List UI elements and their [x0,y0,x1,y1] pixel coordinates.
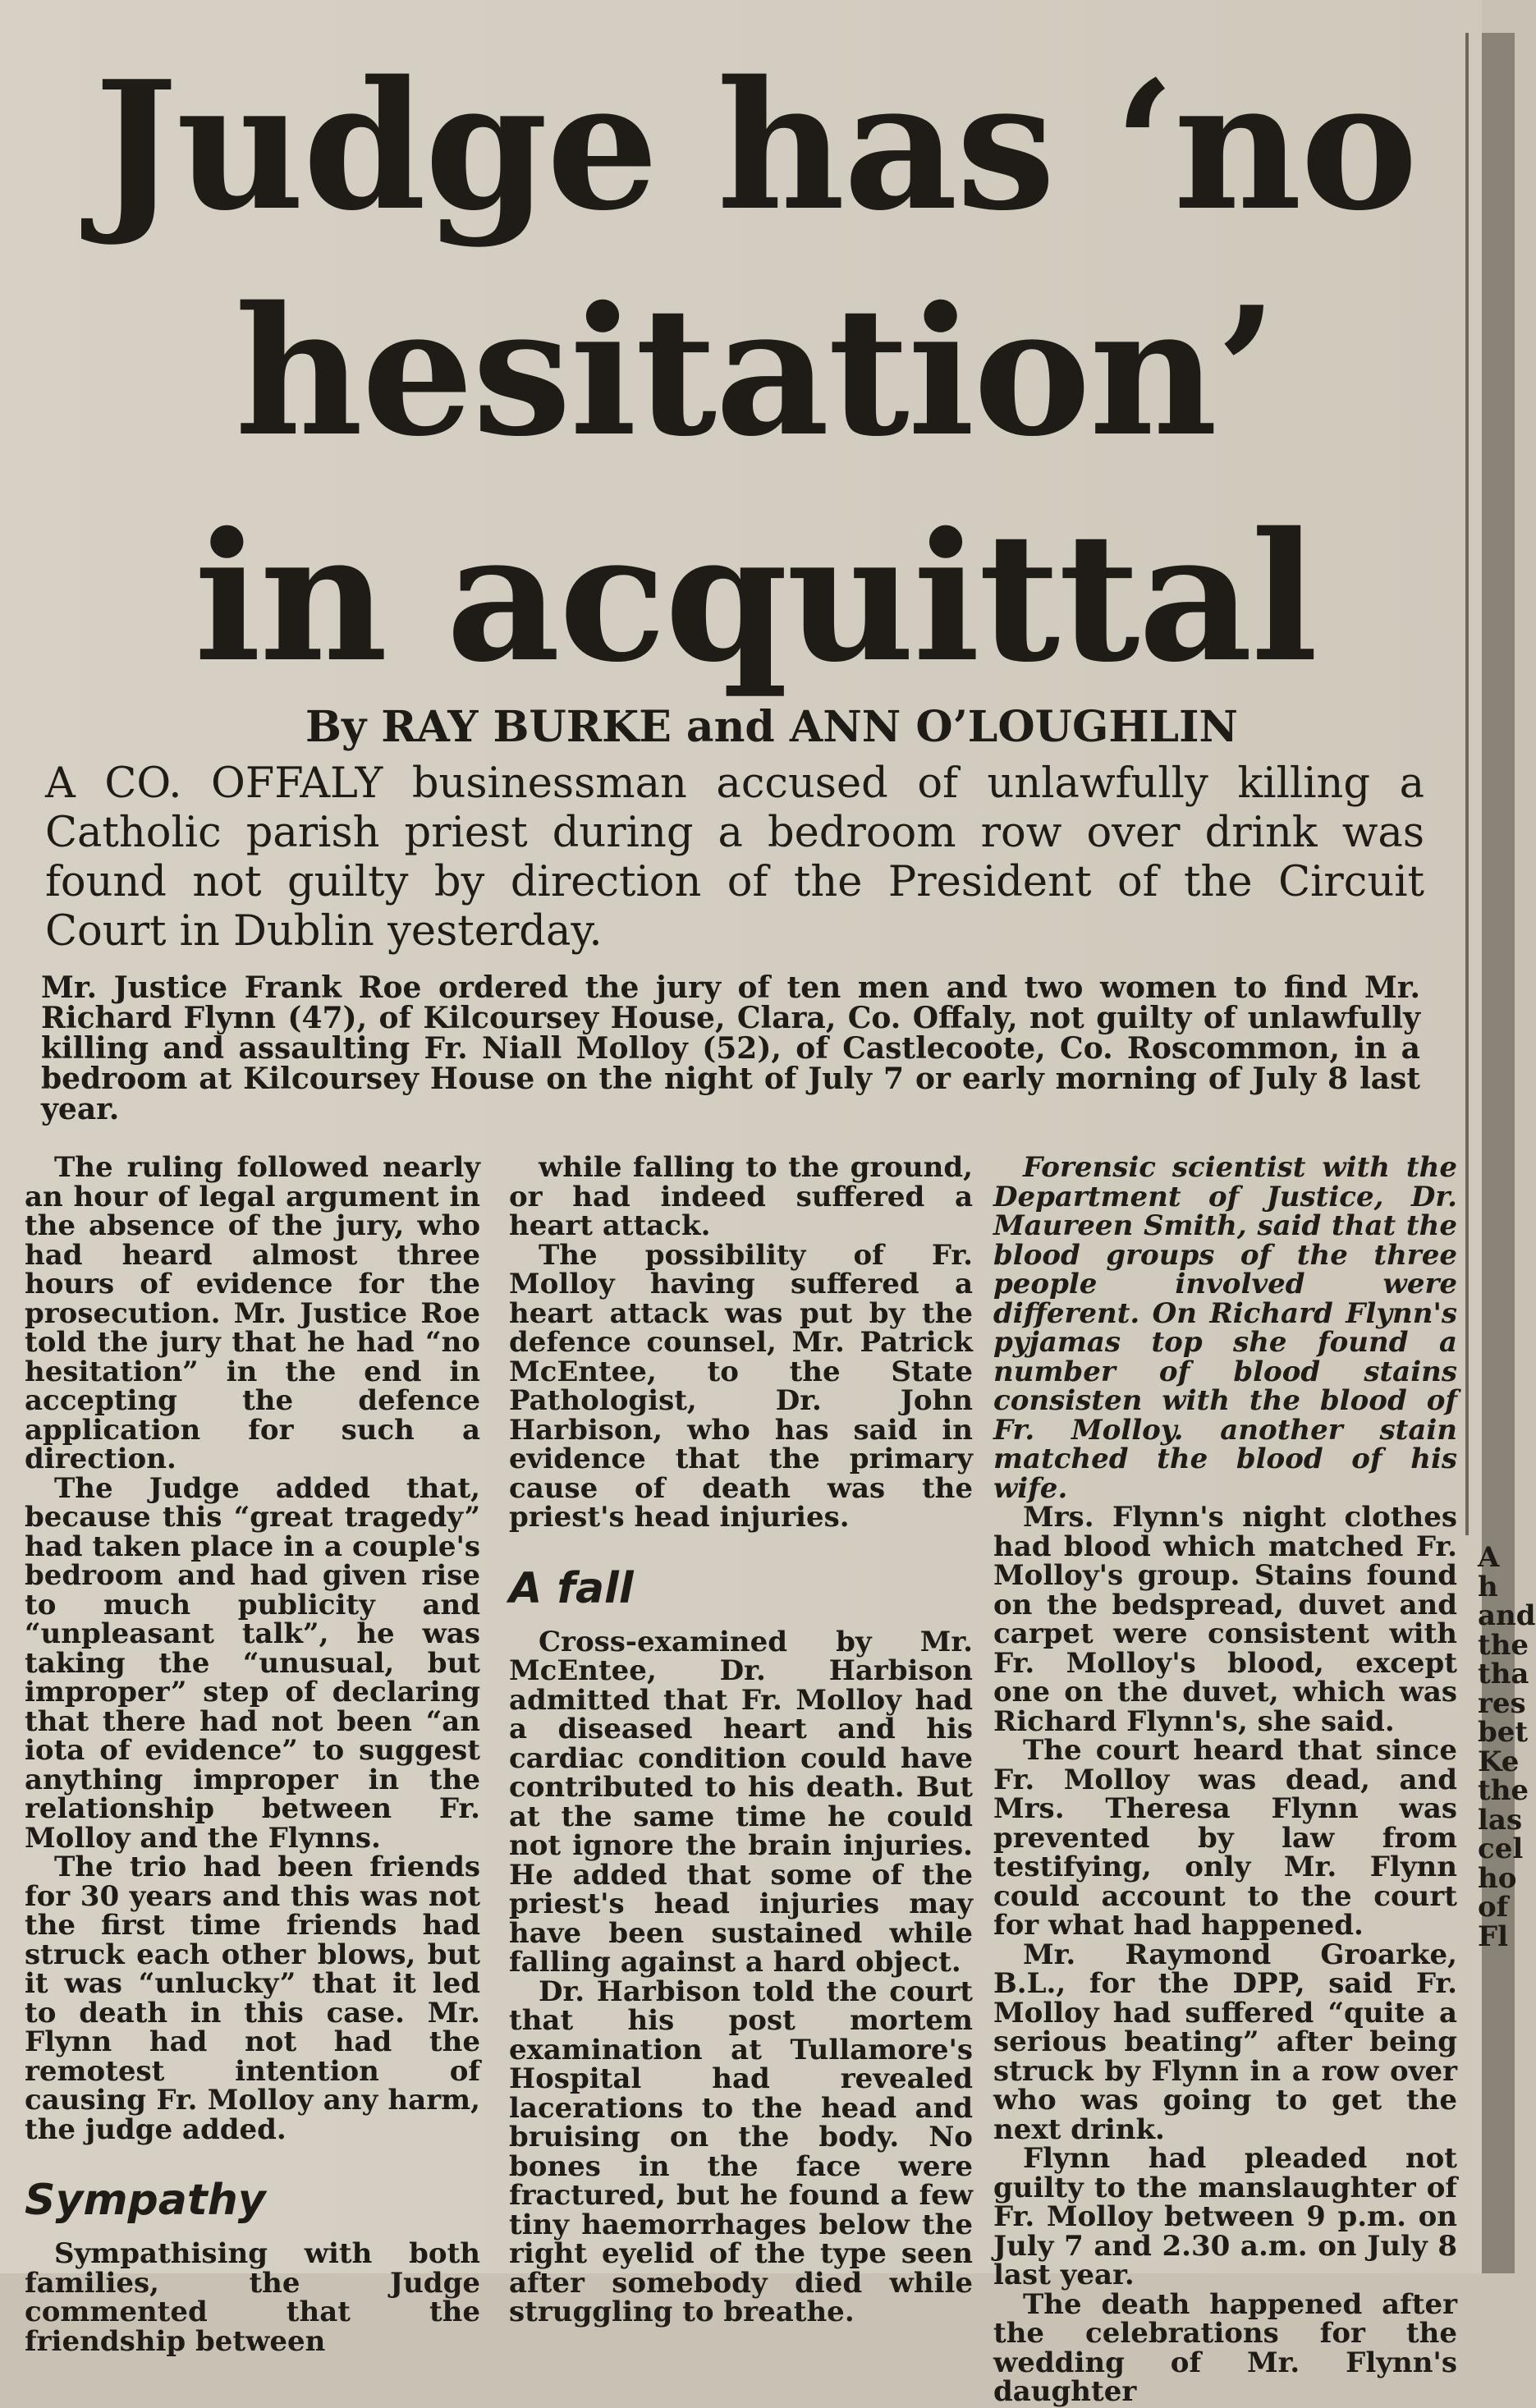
edge-line: las [1478,1803,1523,1837]
edge-line: h [1478,1570,1498,1603]
col3-paragraph-4: Mr. Raymond Groarke, B.L., for the DPP, said Fr. Molloy had suffered “quite a serious beating” after being struck by Flynn in a row over who was going to get the next drink. [993,1938,1457,2146]
col2-paragraph-2: The possibility of Fr. Molloy having suffered a heart attack was put by the defence counsel, Mr. Patrick McEntee, to the State Pathologist, Dr. John Harbison, who has said in evidence that the primary cause of death was the priest's head injuries. [509,1238,973,1534]
edge-line: ho [1478,1861,1517,1895]
headline [49,33,1461,710]
headline-line-2: hesitation’ [235,268,1276,475]
column-rule [1465,33,1469,1535]
subhead-sympathy: Sympathy [25,2176,266,2225]
edge-line: and [1478,1599,1536,1632]
edge-line: Fl [1478,1920,1509,1953]
column-2 [509,1151,973,2328]
headline-line-3: in acquittal [194,493,1317,701]
col2-paragraph-3: Cross-examined by Mr. McEntee, Dr. Harbison admitted that Fr. Molloy had a diseased heart and his cardiac condition could have contributed to his death. But at the same time he could not ignore the brain injuries. He added that some of the priest's head injuries may have been sustained while falling against a hard object. [509,1625,973,1979]
col2-paragraph-1: while falling to the ground, or had indeed suffered a heart attack. [509,1151,973,1242]
edge-line: res [1478,1686,1526,1720]
col3-paragraph-1: Forensic scientist with the Department of Justice, Dr. Maureen Smith, said that the blood groups of the three people involved were different. On Richard Flynn's pyjamas top she found a number of blood stains consisten with the blood of Fr. Molloy. another stain matched the blood of his wife. [993,1151,1457,1505]
edge-line: bet [1478,1716,1529,1749]
column-3 [993,1151,1457,2408]
adjacent-article-fragment [1478,1541,1536,1953]
lead-paragraph: A CO. OFFALY businessman accused of unlawfully killing a Catholic parish priest during a bedroom row over drink was found not guilty by direction of the President of the Circuit Court in Dublin yesterday. [45,759,1424,956]
col3-paragraph-2: Mrs. Flynn's night clothes had blood which matched Fr. Molloy's group. Stains found on the bedspread, duvet and carpet were consistent with Fr. Molloy's blood, except one on the duvet, which was Richard Flynn's, she said. [993,1501,1457,1738]
edge-line: cel [1478,1832,1524,1865]
col1-paragraph-3: The trio had been friends for 30 years and this was not the first time friends had struck each other blows, but it was “unlucky” that it led to death in this case. Mr. Flynn had not had the remotest intention of causing Fr. Molloy any harm, the judge added. [25,1851,480,2146]
col2-paragraph-4: Dr. Harbison told the court that his post mortem examination at Tullamore's Hospital had revealed lacerations to the head and bruising on the body. No bones in the face were fractured, but he found a few tiny haemorrhages below the right eyelid of the type seen after somebody died while struggling to breathe. [509,1975,973,2328]
edge-line: the [1478,1774,1529,1807]
edge-line: tha [1478,1658,1529,1690]
headline-line-1: Judge has ‘no [94,42,1417,250]
col3-paragraph-6: The death happened after the celebrations for the wedding of Mr. Flynn's daughter [993,2287,1457,2408]
edge-line: the [1478,1628,1529,1662]
column-1 [25,1151,480,2358]
subhead-a-fall: A fall [509,1563,634,1613]
col1-paragraph-2: The Judge added that, because this “great tragedy” had taken place in a couple's bedroom and had given rise to much publicity and “unpleasant talk”, he was taking the “unusual, but improper” step of declaring that there had not been “an iota of evidence” to suggest anything improper in the relationship between Fr. Molloy and the Flynns. [25,1471,480,1855]
col3-paragraph-3: The court heard that since Fr. Molloy was dead, and Mrs. Theresa Flynn was prevented by law from testifying, only Mr. Flynn could account to the court for what had happened. [993,1734,1457,1942]
edge-line: of [1478,1891,1509,1924]
col1-paragraph-1: The ruling followed nearly an hour of legal argument in the absence of the jury, who had heard almost three hours of evidence for the prosecution. Mr. Justice Roe told the jury that he had “no hesitation” in the end in accepting the defence application for such a direction. [25,1151,480,1475]
col1-paragraph-4: Sympathising with both families, the Judge commented that the friendship between [25,2237,480,2358]
byline: By RAY BURKE and ANN O’LOUGHLIN [305,702,1238,752]
second-paragraph: Mr. Justice Frank Roe ordered the jury of ten men and two women to find Mr. Richard Flynn (47), of Kilcoursey House, Clara, Co. Offaly, not guilty of unlawfully killing and assaulting Fr. Niall Molloy (52), of Castlecoote, Co. Roscommon, in a bedroom at Kilcoursey House on the night of July 7 or early morning of July 8 last year. [41,970,1420,1126]
col3-paragraph-5: Flynn had pleaded not guilty to the manslaughter of Fr. Molloy between 9 p.m. on July 7 and 2.30 a.m. on July 8 last year. [993,2142,1457,2291]
edge-line: A [1478,1541,1500,1574]
edge-line: Ke [1478,1745,1520,1778]
